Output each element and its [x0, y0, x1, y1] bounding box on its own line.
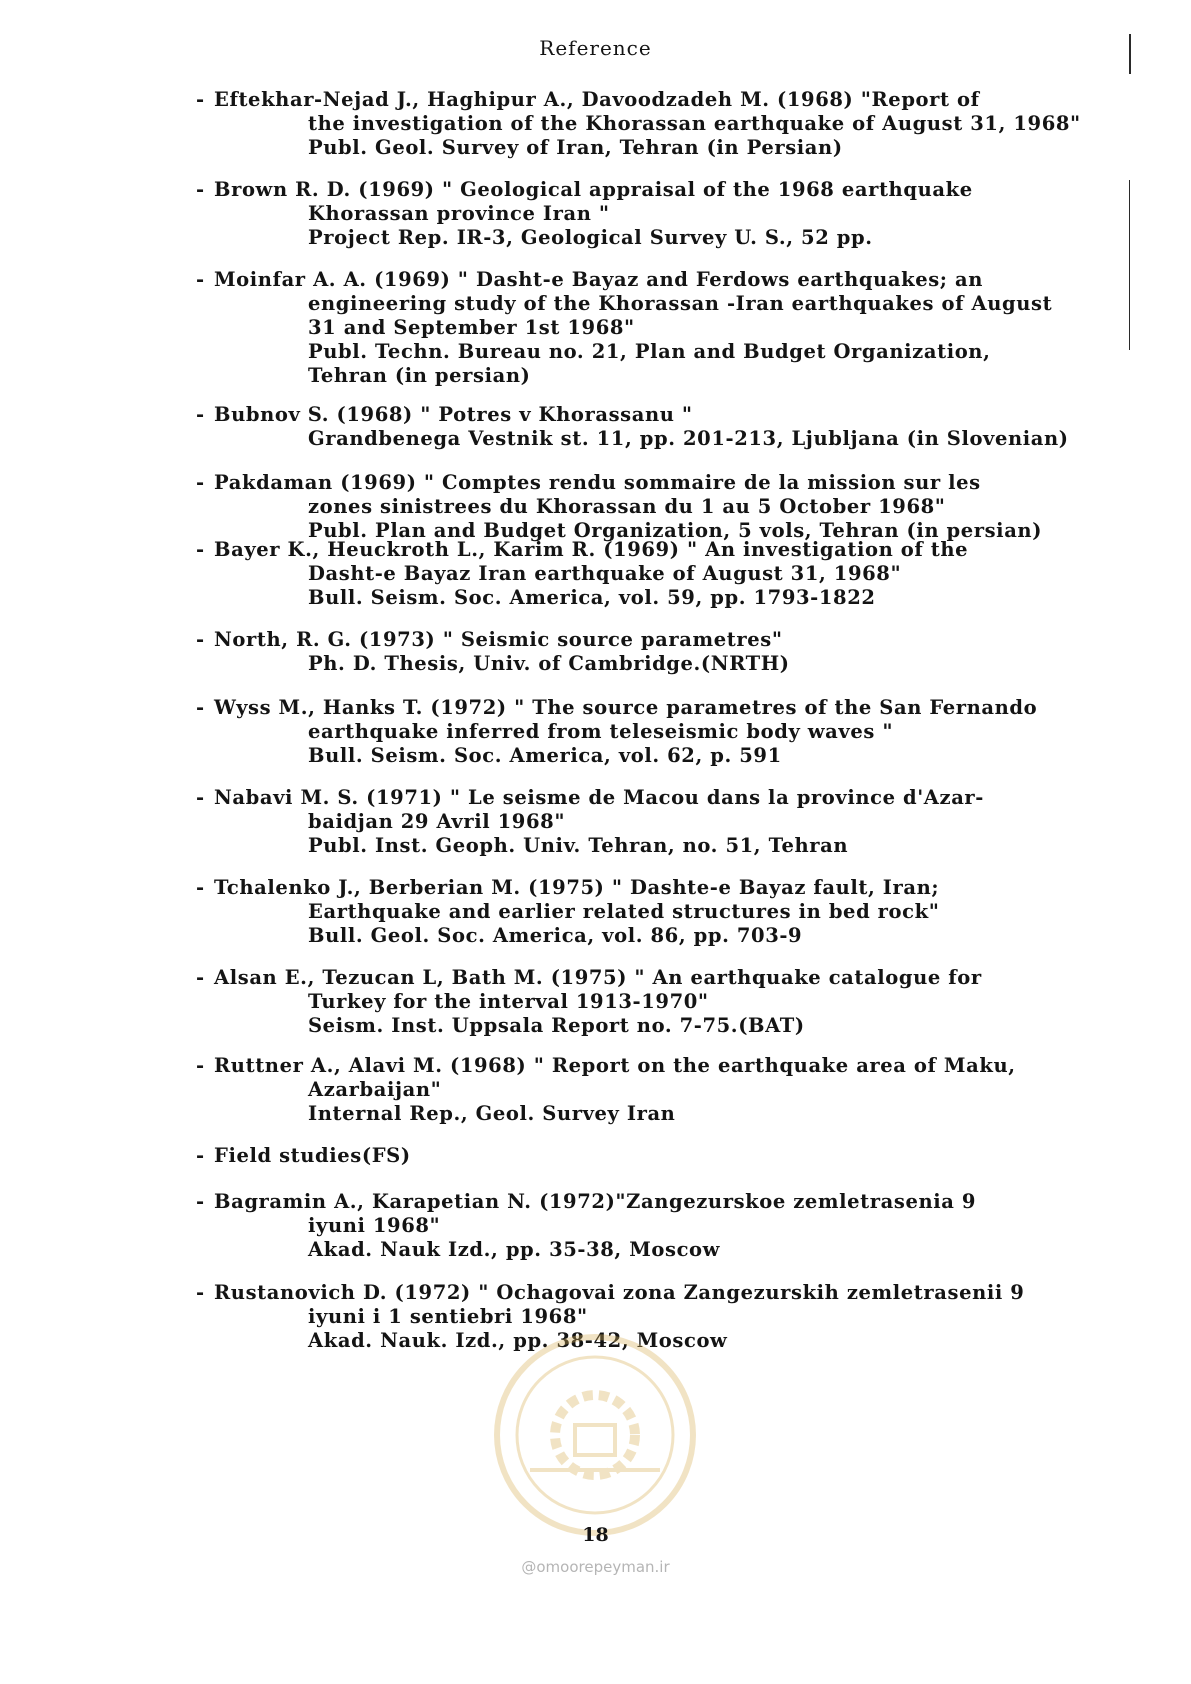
reference-entry [196, 268, 1156, 388]
reference-dash: - [196, 1281, 205, 1304]
margin-line-top [1129, 34, 1131, 74]
reference-dash: - [196, 1054, 205, 1077]
reference-continuation-line: Earthquake and earlier related structures in bed rock" [308, 900, 940, 923]
reference-first-line [196, 1054, 1156, 1078]
reference-continuation-line: Akad. Nauk. Izd., pp. 38-42, Moscow [308, 1329, 728, 1352]
reference-continuation-line: Tehran (in persian) [308, 364, 531, 387]
reference-first-line [196, 1144, 1156, 1168]
reference-continuation-line: Publ. Inst. Geoph. Univ. Tehran, no. 51, Tehran [308, 834, 849, 857]
reference-text: North, R. G. (1973) " Seismic source parametres" [214, 628, 783, 651]
reference-entry [196, 1054, 1156, 1126]
reference-text: Nabavi M. S. (1971) " Le seisme de Macou dans la province d'Azar- [214, 786, 985, 809]
watermark-seal-icon [490, 1330, 700, 1540]
reference-entry [196, 1190, 1156, 1262]
reference-text: Ruttner A., Alavi M. (1968) " Report on the earthquake area of Maku, [214, 1054, 1016, 1077]
reference-continuation-line: Dasht-e Bayaz Iran earthquake of August 31, 1968" [308, 562, 902, 585]
reference-text: Wyss M., Hanks T. (1972) " The source parametres of the San Fernando [214, 696, 1038, 719]
reference-first-line [196, 471, 1156, 495]
reference-dash: - [196, 268, 205, 291]
reference-continuation-line: Grandbenega Vestnik st. 11, pp. 201-213, Ljubljana (in Slovenian) [308, 427, 1069, 450]
reference-text: Field studies(FS) [214, 1144, 411, 1167]
reference-dash: - [196, 966, 205, 989]
reference-dash: - [196, 1190, 205, 1213]
reference-continuation-line: Bull. Seism. Soc. America, vol. 59, pp. 1793-1822 [308, 586, 876, 609]
reference-continuation-line: Bull. Geol. Soc. America, vol. 86, pp. 703-9 [308, 924, 803, 947]
watermark-text: @omoorepeyman.ir [521, 1558, 670, 1576]
reference-entry [196, 966, 1156, 1038]
reference-continuation-line: Seism. Inst. Uppsala Report no. 7-75.(BAT) [308, 1014, 805, 1037]
reference-continuation-line: Turkey for the interval 1913-1970" [308, 990, 709, 1013]
reference-dash: - [196, 403, 205, 426]
reference-first-line [196, 538, 1156, 562]
reference-dash: - [196, 88, 205, 111]
reference-text: Eftekhar-Nejad J., Haghipur A., Davoodzadeh M. (1968) "Report of [214, 88, 980, 111]
reference-continuation-line: baidjan 29 Avril 1968" [308, 810, 566, 833]
reference-dash: - [196, 178, 205, 201]
reference-continuation-line: Publ. Techn. Bureau no. 21, Plan and Budget Organization, [308, 340, 991, 363]
reference-first-line [196, 268, 1156, 292]
reference-continuation-line: Bull. Seism. Soc. America, vol. 62, p. 591 [308, 744, 782, 767]
reference-entry [196, 471, 1156, 543]
reference-text: Moinfar A. A. (1969) " Dasht-e Bayaz and Ferdows earthquakes; an [214, 268, 984, 291]
reference-continuation-line: Ph. D. Thesis, Univ. of Cambridge.(NRTH) [308, 652, 790, 675]
reference-first-line [196, 88, 1156, 112]
reference-entry [196, 1144, 1156, 1168]
reference-text: Rustanovich D. (1972) " Ochagovai zona Zangezurskih zemletrasenii 9 [214, 1281, 1025, 1304]
reference-dash: - [196, 628, 205, 651]
reference-continuation-line: iyuni 1968" [308, 1214, 441, 1237]
reference-text: Tchalenko J., Berberian M. (1975) " Dashte-e Bayaz fault, Iran; [214, 876, 940, 899]
page-title: Reference [539, 36, 652, 60]
reference-text: Bagramin A., Karapetian N. (1972)"Zangezurskoe zemletrasenia 9 [214, 1190, 977, 1213]
reference-first-line [196, 628, 1156, 652]
reference-entry [196, 88, 1156, 160]
reference-text: Brown R. D. (1969) " Geological appraisal of the 1968 earthquake [214, 178, 973, 201]
reference-text: Bayer K., Heuckroth L., Karim R. (1969) " An investigation of the [214, 538, 969, 561]
reference-continuation-line: Publ. Plan and Budget Organization, 5 vols, Tehran (in persian) [308, 519, 1043, 542]
reference-continuation-line: Akad. Nauk Izd., pp. 35-38, Moscow [308, 1238, 721, 1261]
reference-continuation-line: Khorassan province Iran " [308, 202, 610, 225]
reference-dash: - [196, 1144, 205, 1167]
reference-continuation-line: Internal Rep., Geol. Survey Iran [308, 1102, 676, 1125]
reference-first-line [196, 786, 1156, 810]
reference-dash: - [196, 538, 205, 561]
reference-first-line [196, 696, 1156, 720]
reference-entry [196, 178, 1156, 250]
reference-entry [196, 403, 1156, 451]
reference-continuation-line: 31 and September 1st 1968" [308, 316, 635, 339]
reference-text: Bubnov S. (1968) " Potres v Khorassanu " [214, 403, 693, 426]
reference-text: Pakdaman (1969) " Comptes rendu sommaire de la mission sur les [214, 471, 981, 494]
reference-continuation-line: engineering study of the Khorassan -Iran earthquakes of August [308, 292, 1053, 315]
reference-entry [196, 538, 1156, 610]
reference-entry [196, 628, 1156, 676]
reference-entry [196, 876, 1156, 948]
reference-continuation-line: Azarbaijan" [308, 1078, 442, 1101]
reference-first-line [196, 876, 1156, 900]
reference-continuation-line: earthquake inferred from teleseismic body waves " [308, 720, 894, 743]
page-number: 18 [582, 1524, 609, 1546]
reference-dash: - [196, 876, 205, 899]
reference-first-line [196, 403, 1156, 427]
reference-continuation-line: Publ. Geol. Survey of Iran, Tehran (in Persian) [308, 136, 843, 159]
reference-continuation-line: iyuni i 1 sentiebri 1968" [308, 1305, 588, 1328]
reference-first-line [196, 966, 1156, 990]
reference-continuation-line: Project Rep. IR-3, Geological Survey U. S., 52 pp. [308, 226, 873, 249]
reference-text: Alsan E., Tezucan L, Bath M. (1975) " An earthquake catalogue for [214, 966, 982, 989]
reference-dash: - [196, 786, 205, 809]
reference-dash: - [196, 471, 205, 494]
reference-first-line [196, 178, 1156, 202]
reference-entry [196, 696, 1156, 768]
reference-first-line [196, 1281, 1156, 1305]
reference-continuation-line: the investigation of the Khorassan earthquake of August 31, 1968" [308, 112, 1081, 135]
reference-dash: - [196, 696, 205, 719]
reference-entry [196, 786, 1156, 858]
reference-continuation-line: zones sinistrees du Khorassan du 1 au 5 October 1968" [308, 495, 946, 518]
reference-first-line [196, 1190, 1156, 1214]
